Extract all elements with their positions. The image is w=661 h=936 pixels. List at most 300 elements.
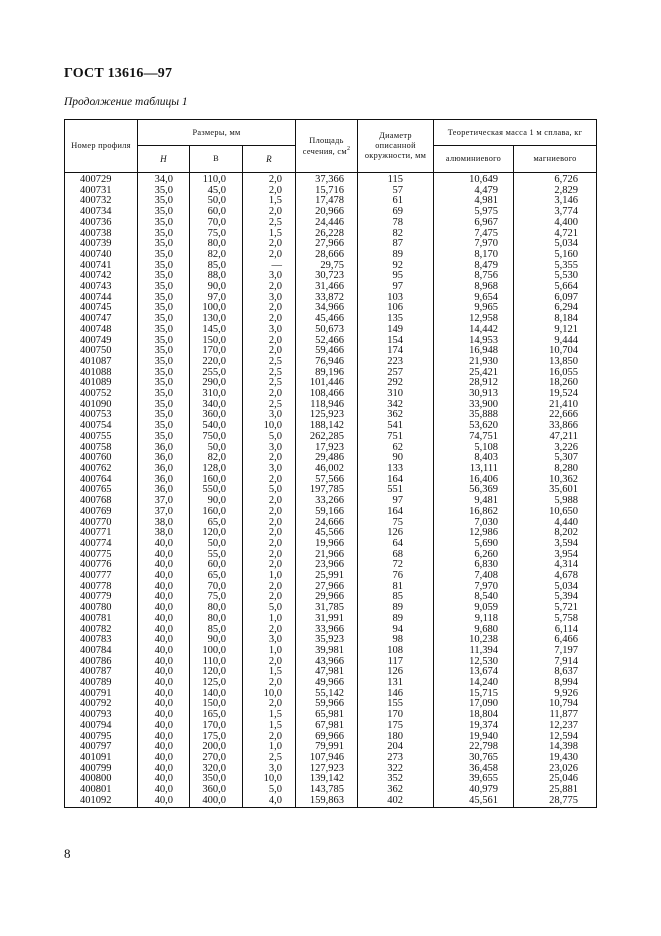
mass-magnesium-cell: 5,034 xyxy=(514,239,597,250)
mass-aluminum-cell: 16,862 xyxy=(434,507,514,518)
mass-magnesium-cell: 5,758 xyxy=(514,614,597,625)
radius-r-cell: 2,0 xyxy=(243,186,296,197)
profile-number-cell: 400753 xyxy=(65,410,138,421)
radius-r-cell: 2,0 xyxy=(243,732,296,743)
area-cell: 33,872 xyxy=(296,293,358,304)
profile-number-cell: 400744 xyxy=(65,293,138,304)
radius-r-cell: 2,0 xyxy=(243,550,296,561)
mass-magnesium-cell: 5,355 xyxy=(514,261,597,272)
mass-magnesium-cell: 6,726 xyxy=(514,173,597,186)
width-b-cell: 128,0 xyxy=(190,464,243,475)
area-cell: 76,946 xyxy=(296,357,358,368)
diameter-cell: 223 xyxy=(358,357,434,368)
radius-r-cell: 3,0 xyxy=(243,410,296,421)
radius-r-cell: 3,0 xyxy=(243,635,296,646)
height-h-cell: 35,0 xyxy=(138,303,190,314)
mass-magnesium-cell: 6,294 xyxy=(514,303,597,314)
height-h-cell: 35,0 xyxy=(138,378,190,389)
height-h-cell: 38,0 xyxy=(138,518,190,529)
area-cell: 30,723 xyxy=(296,271,358,282)
profile-number-cell: 400799 xyxy=(65,764,138,775)
height-h-cell: 35,0 xyxy=(138,368,190,379)
header-area xyxy=(296,120,358,173)
mass-aluminum-cell: 40,979 xyxy=(434,785,514,796)
height-h-cell: 35,0 xyxy=(138,229,190,240)
profile-number-cell: 400762 xyxy=(65,464,138,475)
profile-number-cell: 400789 xyxy=(65,678,138,689)
diameter-cell: 72 xyxy=(358,560,434,571)
diameter-cell: 310 xyxy=(358,389,434,400)
mass-magnesium-cell: 6,097 xyxy=(514,293,597,304)
mass-magnesium-cell: 4,314 xyxy=(514,560,597,571)
area-cell: 39,981 xyxy=(296,646,358,657)
width-b-cell: 140,0 xyxy=(190,689,243,700)
mass-aluminum-cell: 14,240 xyxy=(434,678,514,689)
radius-r-cell: 10,0 xyxy=(243,774,296,785)
mass-magnesium-cell: 5,160 xyxy=(514,250,597,261)
radius-r-cell: 2,0 xyxy=(243,678,296,689)
width-b-cell: 65,0 xyxy=(190,571,243,582)
mass-aluminum-cell: 12,986 xyxy=(434,528,514,539)
height-h-cell: 40,0 xyxy=(138,592,190,603)
height-h-cell: 35,0 xyxy=(138,196,190,207)
table-row xyxy=(65,432,597,443)
mass-aluminum-cell: 6,830 xyxy=(434,560,514,571)
height-h-cell: 40,0 xyxy=(138,635,190,646)
profile-number-cell: 400784 xyxy=(65,646,138,657)
height-h-cell: 40,0 xyxy=(138,699,190,710)
mass-magnesium-cell: 3,594 xyxy=(514,539,597,550)
area-cell: 17,923 xyxy=(296,443,358,454)
diameter-cell: 97 xyxy=(358,496,434,507)
header-h-label: H xyxy=(160,153,167,164)
profile-number-cell: 400741 xyxy=(65,261,138,272)
profile-number-cell: 401087 xyxy=(65,357,138,368)
mass-magnesium-cell: 5,721 xyxy=(514,603,597,614)
diameter-cell: 154 xyxy=(358,336,434,347)
profile-number-cell: 400731 xyxy=(65,186,138,197)
width-b-cell: 290,0 xyxy=(190,378,243,389)
header-b xyxy=(190,146,243,173)
mass-aluminum-cell: 15,715 xyxy=(434,689,514,700)
area-cell: 17,478 xyxy=(296,196,358,207)
height-h-cell: 40,0 xyxy=(138,721,190,732)
mass-magnesium-cell: 6,114 xyxy=(514,625,597,636)
width-b-cell: 340,0 xyxy=(190,400,243,411)
width-b-cell: 60,0 xyxy=(190,560,243,571)
area-cell: 65,981 xyxy=(296,710,358,721)
mass-magnesium-cell: 10,704 xyxy=(514,346,597,357)
height-h-cell: 38,0 xyxy=(138,528,190,539)
mass-magnesium-cell: 10,362 xyxy=(514,475,597,486)
radius-r-cell: 1,0 xyxy=(243,614,296,625)
area-cell: 43,966 xyxy=(296,657,358,668)
radius-r-cell: 2,0 xyxy=(243,453,296,464)
profile-number-cell: 400791 xyxy=(65,689,138,700)
diameter-cell: 62 xyxy=(358,443,434,454)
area-cell: 143,785 xyxy=(296,785,358,796)
mass-aluminum-cell: 6,260 xyxy=(434,550,514,561)
mass-magnesium-cell: 5,307 xyxy=(514,453,597,464)
diameter-cell: 273 xyxy=(358,753,434,764)
width-b-cell: 65,0 xyxy=(190,518,243,529)
height-h-cell: 40,0 xyxy=(138,539,190,550)
profile-number-cell: 400729 xyxy=(65,173,138,186)
diameter-cell: 164 xyxy=(358,507,434,518)
height-h-cell: 40,0 xyxy=(138,710,190,721)
header-sizes: Размеры, мм xyxy=(138,120,296,146)
diameter-cell: 85 xyxy=(358,592,434,603)
header-mass: Теоретическая масса 1 м сплава, кг xyxy=(434,120,597,146)
area-cell: 159,863 xyxy=(296,796,358,808)
header-r-label: R xyxy=(266,153,272,164)
width-b-cell: 150,0 xyxy=(190,336,243,347)
profile-number-cell: 400743 xyxy=(65,282,138,293)
page-number: 8 xyxy=(64,846,71,861)
profile-number-cell: 400774 xyxy=(65,539,138,550)
radius-r-cell: 2,0 xyxy=(243,346,296,357)
height-h-cell: 35,0 xyxy=(138,357,190,368)
diameter-cell: 89 xyxy=(358,250,434,261)
height-h-cell: 35,0 xyxy=(138,186,190,197)
height-h-cell: 35,0 xyxy=(138,421,190,432)
area-cell: 19,966 xyxy=(296,539,358,550)
document-title: ГОСТ 13616—97 xyxy=(64,66,173,81)
profile-number-cell: 400792 xyxy=(65,699,138,710)
diameter-cell: 76 xyxy=(358,571,434,582)
area-cell: 25,991 xyxy=(296,571,358,582)
area-cell: 28,666 xyxy=(296,250,358,261)
mass-aluminum-cell: 8,403 xyxy=(434,453,514,464)
profile-number-cell: 400765 xyxy=(65,485,138,496)
width-b-cell: 120,0 xyxy=(190,528,243,539)
profile-number-cell: 400732 xyxy=(65,196,138,207)
mass-magnesium-cell: 3,774 xyxy=(514,207,597,218)
width-b-cell: 170,0 xyxy=(190,721,243,732)
mass-magnesium-cell: 10,794 xyxy=(514,699,597,710)
mass-aluminum-cell: 4,981 xyxy=(434,196,514,207)
radius-r-cell: 1,0 xyxy=(243,571,296,582)
width-b-cell: 170,0 xyxy=(190,346,243,357)
profile-number-cell: 400793 xyxy=(65,710,138,721)
mass-magnesium-cell: 19,430 xyxy=(514,753,597,764)
area-cell: 49,966 xyxy=(296,678,358,689)
area-cell: 46,002 xyxy=(296,464,358,475)
mass-magnesium-cell: 5,664 xyxy=(514,282,597,293)
height-h-cell: 36,0 xyxy=(138,453,190,464)
height-h-cell: 40,0 xyxy=(138,571,190,582)
diameter-cell: 108 xyxy=(358,646,434,657)
width-b-cell: 88,0 xyxy=(190,271,243,282)
width-b-cell: 80,0 xyxy=(190,239,243,250)
diameter-cell: 751 xyxy=(358,432,434,443)
area-cell: 67,981 xyxy=(296,721,358,732)
diameter-cell: 155 xyxy=(358,699,434,710)
width-b-cell: 160,0 xyxy=(190,475,243,486)
profile-number-cell: 400740 xyxy=(65,250,138,261)
radius-r-cell: 3,0 xyxy=(243,764,296,775)
profile-number-cell: 400738 xyxy=(65,229,138,240)
radius-r-cell: 5,0 xyxy=(243,785,296,796)
height-h-cell: 35,0 xyxy=(138,400,190,411)
mass-aluminum-cell: 5,108 xyxy=(434,443,514,454)
width-b-cell: 82,0 xyxy=(190,250,243,261)
width-b-cell: 82,0 xyxy=(190,453,243,464)
mass-magnesium-cell: 25,881 xyxy=(514,785,597,796)
radius-r-cell: 2,0 xyxy=(243,592,296,603)
mass-aluminum-cell: 30,913 xyxy=(434,389,514,400)
radius-r-cell: 2,5 xyxy=(243,368,296,379)
area-cell: 118,946 xyxy=(296,400,358,411)
height-h-cell: 35,0 xyxy=(138,207,190,218)
height-h-cell: 40,0 xyxy=(138,625,190,636)
diameter-cell: 57 xyxy=(358,186,434,197)
width-b-cell: 120,0 xyxy=(190,667,243,678)
area-cell: 101,446 xyxy=(296,378,358,389)
mass-aluminum-cell: 9,680 xyxy=(434,625,514,636)
mass-aluminum-cell: 9,965 xyxy=(434,303,514,314)
area-cell: 125,923 xyxy=(296,410,358,421)
area-cell: 20,966 xyxy=(296,207,358,218)
table-row xyxy=(65,721,597,732)
profile-number-cell: 400795 xyxy=(65,732,138,743)
diameter-cell: 174 xyxy=(358,346,434,357)
diameter-cell: 103 xyxy=(358,293,434,304)
mass-aluminum-cell: 36,458 xyxy=(434,764,514,775)
profile-number-cell: 400771 xyxy=(65,528,138,539)
mass-magnesium-cell: 3,146 xyxy=(514,196,597,207)
profile-number-cell: 401091 xyxy=(65,753,138,764)
height-h-cell: 37,0 xyxy=(138,496,190,507)
radius-r-cell: 2,5 xyxy=(243,218,296,229)
area-cell: 107,946 xyxy=(296,753,358,764)
diameter-cell: 94 xyxy=(358,625,434,636)
height-h-cell: 40,0 xyxy=(138,796,190,808)
header-diameter: Диаметр описанной окружности, мм xyxy=(358,120,434,173)
mass-magnesium-cell: 5,530 xyxy=(514,271,597,282)
radius-r-cell: 2,0 xyxy=(243,173,296,186)
radius-r-cell: 5,0 xyxy=(243,603,296,614)
mass-aluminum-cell: 8,756 xyxy=(434,271,514,282)
mass-magnesium-cell: 5,988 xyxy=(514,496,597,507)
area-cell: 27,966 xyxy=(296,582,358,593)
area-cell: 52,466 xyxy=(296,336,358,347)
area-cell: 15,716 xyxy=(296,186,358,197)
width-b-cell: 270,0 xyxy=(190,753,243,764)
mass-aluminum-cell: 7,030 xyxy=(434,518,514,529)
radius-r-cell: 10,0 xyxy=(243,421,296,432)
diameter-cell: 402 xyxy=(358,796,434,808)
radius-r-cell: — xyxy=(243,261,296,272)
profile-number-cell: 400775 xyxy=(65,550,138,561)
height-h-cell: 36,0 xyxy=(138,475,190,486)
area-cell: 33,266 xyxy=(296,496,358,507)
width-b-cell: 60,0 xyxy=(190,207,243,218)
width-b-cell: 100,0 xyxy=(190,303,243,314)
diameter-cell: 117 xyxy=(358,657,434,668)
radius-r-cell: 2,5 xyxy=(243,400,296,411)
area-cell: 37,366 xyxy=(296,173,358,186)
width-b-cell: 70,0 xyxy=(190,582,243,593)
height-h-cell: 40,0 xyxy=(138,550,190,561)
diameter-cell: 92 xyxy=(358,261,434,272)
mass-aluminum-cell: 17,090 xyxy=(434,699,514,710)
height-h-cell: 37,0 xyxy=(138,507,190,518)
width-b-cell: 85,0 xyxy=(190,261,243,272)
profile-number-cell: 400734 xyxy=(65,207,138,218)
area-cell: 188,142 xyxy=(296,421,358,432)
width-b-cell: 125,0 xyxy=(190,678,243,689)
diameter-cell: 175 xyxy=(358,721,434,732)
radius-r-cell: 1,5 xyxy=(243,667,296,678)
mass-magnesium-cell: 19,524 xyxy=(514,389,597,400)
profile-number-cell: 401092 xyxy=(65,796,138,808)
profile-number-cell: 400764 xyxy=(65,475,138,486)
mass-aluminum-cell: 28,912 xyxy=(434,378,514,389)
area-cell: 139,142 xyxy=(296,774,358,785)
profile-number-cell: 400781 xyxy=(65,614,138,625)
mass-magnesium-cell: 3,226 xyxy=(514,443,597,454)
mass-magnesium-cell: 5,034 xyxy=(514,582,597,593)
radius-r-cell: 3,0 xyxy=(243,443,296,454)
width-b-cell: 97,0 xyxy=(190,293,243,304)
width-b-cell: 360,0 xyxy=(190,410,243,421)
diameter-cell: 551 xyxy=(358,485,434,496)
height-h-cell: 35,0 xyxy=(138,432,190,443)
radius-r-cell: 2,0 xyxy=(243,582,296,593)
mass-aluminum-cell: 7,475 xyxy=(434,229,514,240)
mass-aluminum-cell: 56,369 xyxy=(434,485,514,496)
mass-magnesium-cell: 8,637 xyxy=(514,667,597,678)
width-b-cell: 50,0 xyxy=(190,443,243,454)
mass-magnesium-cell: 4,440 xyxy=(514,518,597,529)
area-cell: 35,923 xyxy=(296,635,358,646)
diameter-cell: 362 xyxy=(358,785,434,796)
height-h-cell: 40,0 xyxy=(138,678,190,689)
profile-number-cell: 400777 xyxy=(65,571,138,582)
area-cell: 79,991 xyxy=(296,742,358,753)
diameter-cell: 146 xyxy=(358,689,434,700)
height-h-cell: 35,0 xyxy=(138,293,190,304)
radius-r-cell: 3,0 xyxy=(243,325,296,336)
radius-r-cell: 4,0 xyxy=(243,796,296,808)
mass-aluminum-cell: 13,674 xyxy=(434,667,514,678)
width-b-cell: 50,0 xyxy=(190,196,243,207)
width-b-cell: 175,0 xyxy=(190,732,243,743)
mass-aluminum-cell: 35,888 xyxy=(434,410,514,421)
height-h-cell: 40,0 xyxy=(138,785,190,796)
diameter-cell: 541 xyxy=(358,421,434,432)
width-b-cell: 255,0 xyxy=(190,368,243,379)
height-h-cell: 40,0 xyxy=(138,582,190,593)
area-cell: 29,966 xyxy=(296,592,358,603)
radius-r-cell: 2,0 xyxy=(243,528,296,539)
area-cell: 108,466 xyxy=(296,389,358,400)
diameter-cell: 61 xyxy=(358,196,434,207)
height-h-cell: 35,0 xyxy=(138,282,190,293)
area-cell: 262,285 xyxy=(296,432,358,443)
height-h-cell: 35,0 xyxy=(138,218,190,229)
mass-magnesium-cell: 10,650 xyxy=(514,507,597,518)
height-h-cell: 36,0 xyxy=(138,443,190,454)
height-h-cell: 35,0 xyxy=(138,250,190,261)
radius-r-cell: 2,0 xyxy=(243,282,296,293)
mass-magnesium-cell: 8,202 xyxy=(514,528,597,539)
mass-magnesium-cell: 7,197 xyxy=(514,646,597,657)
mass-aluminum-cell: 7,408 xyxy=(434,571,514,582)
width-b-cell: 160,0 xyxy=(190,507,243,518)
height-h-cell: 35,0 xyxy=(138,261,190,272)
profile-number-cell: 400755 xyxy=(65,432,138,443)
mass-aluminum-cell: 45,561 xyxy=(434,796,514,808)
mass-aluminum-cell: 30,765 xyxy=(434,753,514,764)
mass-magnesium-cell: 12,237 xyxy=(514,721,597,732)
profile-number-cell: 400776 xyxy=(65,560,138,571)
header-r xyxy=(243,146,296,173)
area-cell: 24,446 xyxy=(296,218,358,229)
mass-magnesium-cell: 35,601 xyxy=(514,485,597,496)
mass-aluminum-cell: 9,481 xyxy=(434,496,514,507)
mass-magnesium-cell: 16,055 xyxy=(514,368,597,379)
width-b-cell: 80,0 xyxy=(190,603,243,614)
width-b-cell: 90,0 xyxy=(190,282,243,293)
width-b-cell: 110,0 xyxy=(190,173,243,186)
mass-aluminum-cell: 74,751 xyxy=(434,432,514,443)
radius-r-cell: 2,0 xyxy=(243,560,296,571)
mass-aluminum-cell: 12,958 xyxy=(434,314,514,325)
height-h-cell: 35,0 xyxy=(138,325,190,336)
mass-magnesium-cell: 3,954 xyxy=(514,550,597,561)
radius-r-cell: 2,0 xyxy=(243,625,296,636)
height-h-cell: 40,0 xyxy=(138,667,190,678)
mass-aluminum-cell: 9,059 xyxy=(434,603,514,614)
width-b-cell: 75,0 xyxy=(190,229,243,240)
profile-number-cell: 400745 xyxy=(65,303,138,314)
diameter-cell: 149 xyxy=(358,325,434,336)
area-cell: 197,785 xyxy=(296,485,358,496)
radius-r-cell: 3,0 xyxy=(243,464,296,475)
width-b-cell: 55,0 xyxy=(190,550,243,561)
radius-r-cell: 10,0 xyxy=(243,689,296,700)
radius-r-cell: 1,0 xyxy=(243,742,296,753)
header-area-label: Площадь сечения, см xyxy=(302,135,347,156)
area-cell: 31,466 xyxy=(296,282,358,293)
width-b-cell: 75,0 xyxy=(190,592,243,603)
mass-aluminum-cell: 8,540 xyxy=(434,592,514,603)
area-cell: 69,966 xyxy=(296,732,358,743)
mass-aluminum-cell: 6,967 xyxy=(434,218,514,229)
table-row xyxy=(65,218,597,229)
profile-number-cell: 400758 xyxy=(65,443,138,454)
mass-aluminum-cell: 10,649 xyxy=(434,173,514,186)
width-b-cell: 220,0 xyxy=(190,357,243,368)
mass-aluminum-cell: 18,804 xyxy=(434,710,514,721)
mass-aluminum-cell: 8,170 xyxy=(434,250,514,261)
diameter-cell: 87 xyxy=(358,239,434,250)
profile-number-cell: 401088 xyxy=(65,368,138,379)
width-b-cell: 165,0 xyxy=(190,710,243,721)
header-aluminum: алюминиевого xyxy=(434,146,514,173)
width-b-cell: 540,0 xyxy=(190,421,243,432)
mass-magnesium-cell: 6,466 xyxy=(514,635,597,646)
radius-r-cell: 3,0 xyxy=(243,293,296,304)
profile-number-cell: 400752 xyxy=(65,389,138,400)
mass-magnesium-cell: 13,850 xyxy=(514,357,597,368)
width-b-cell: 200,0 xyxy=(190,742,243,753)
area-cell: 57,566 xyxy=(296,475,358,486)
area-cell: 59,166 xyxy=(296,507,358,518)
area-cell: 31,991 xyxy=(296,614,358,625)
